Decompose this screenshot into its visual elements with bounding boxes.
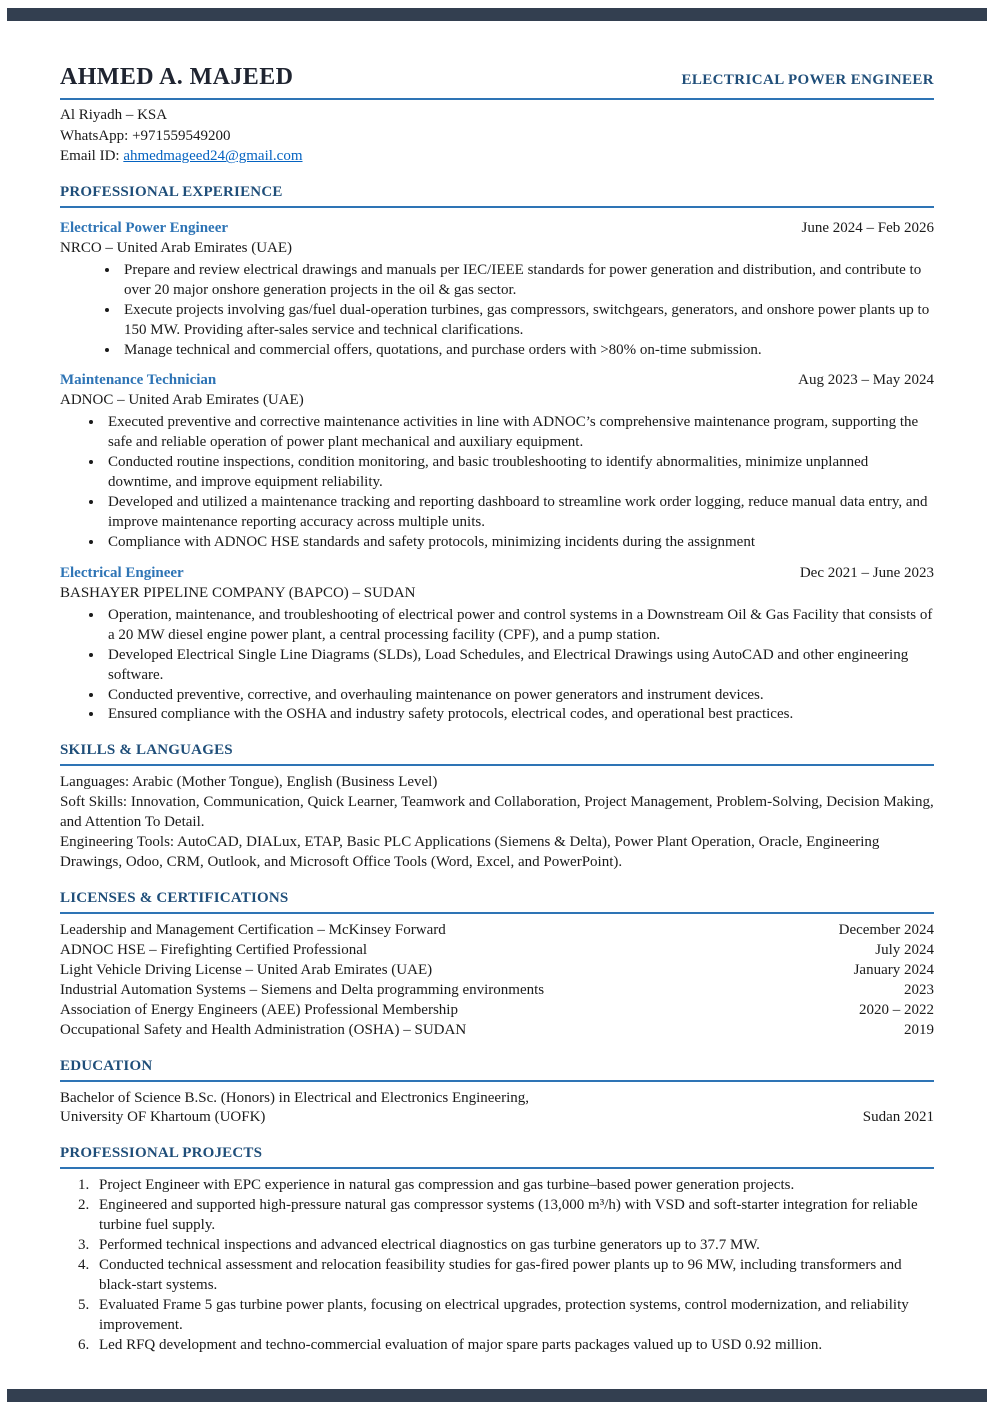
job-bullet: • Manage technical and commercial offers, quotations, and purchase orders with >80% on-time submission.: [120, 341, 934, 361]
certification-date: 2023: [904, 981, 934, 998]
skills-tools-line: Engineering Tools: AutoCAD, DIALux, ETAP, Basic PLC Applications (Siemens & Delta), Power Plant Operation, Oracle, Engineering Drawings, Odoo, CRM, Outlook, and Microsoft Office Tools (Word, Excel, and PowerPoint).: [60, 834, 880, 871]
job-title: Maintenance Technician: [60, 372, 217, 389]
job-bullet: • Operation, maintenance, and troubleshooting of electrical power and control systems in a Downstream Oil & Gas Facility that consists of a 20 MW diesel engine power plant, a central processing facility (CPF), and a pump station.: [104, 606, 934, 646]
email-line: [60, 146, 934, 167]
education-row: [60, 1108, 934, 1128]
job-bullet: • Execute projects involving gas/fuel dual-operation turbines, gas compressors, switchgears, generators, and onshore power plants up to 150 MW. Providing after-sales service and technical clarifications.: [120, 301, 934, 341]
job-title: Electrical Power Engineer: [60, 219, 229, 236]
section-heading-skills: SKILLS & LANGUAGES: [60, 741, 934, 766]
skills-block: [60, 773, 934, 873]
certification-row: [60, 941, 934, 961]
location-line: Al Riyadh – KSA: [60, 106, 168, 123]
email-label: Email ID:: [60, 148, 124, 165]
certification-name: Light Vehicle Driving License – United Arab Emirates (UAE): [60, 961, 433, 978]
certification-row: [60, 1021, 934, 1041]
job-bullet: • Executed preventive and corrective maintenance activities in line with ADNOC’s comprehensive maintenance program, supporting the safe and reliable operation of power plant mechanical and auxiliary equipment.: [104, 413, 934, 453]
job-bullet-list: [60, 413, 934, 553]
top-border-bar: [7, 8, 987, 21]
section-heading-certifications: LICENSES & CERTIFICATIONS: [60, 889, 934, 914]
person-name: AHMED A. MAJEED: [60, 64, 294, 90]
skills-languages-line: Languages: Arabic (Mother Tongue), English (Business Level): [60, 774, 438, 791]
name-row: [60, 62, 934, 100]
job-bullet: • Prepare and review electrical drawings and manuals per IEC/IEEE standards for power generation and distribution, and contribute to over 20 major onshore generation projects in the oil & gas sector.: [120, 261, 934, 301]
job-head: [60, 371, 934, 391]
job-company: NRCO – United Arab Emirates (UAE): [60, 239, 293, 256]
education-date: Sudan 2021: [862, 1109, 934, 1126]
email-link[interactable]: ahmedmageed24@gmail.com: [123, 148, 303, 165]
job-bullet: • Conducted preventive, corrective, and overhauling maintenance on power generators and instrument devices.: [104, 686, 934, 706]
education-block: [60, 1089, 934, 1129]
job-bullet: • Developed Electrical Single Line Diagrams (SLDs), Load Schedules, and Electrical Drawings using AutoCAD and other engineering software.: [104, 646, 934, 686]
job-bullet: • Compliance with ADNOC HSE standards and safety protocols, minimizing incidents during the assignment: [104, 533, 934, 553]
certification-row: [60, 1001, 934, 1021]
education-degree-line2: University OF Khartoum (UOFK): [60, 1109, 266, 1126]
job-title: Electrical Engineer: [60, 564, 184, 581]
job-bullet: • Ensured compliance with the OSHA and industry safety protocols, electrical codes, and operational best practices.: [104, 705, 934, 725]
certification-date: December 2024: [838, 921, 934, 938]
bottom-border-bar: [7, 1389, 987, 1402]
project-item: 3. Performed technical inspections and advanced electrical diagnostics on gas turbine generators up to 37.7 MW.: [93, 1236, 934, 1256]
job-company: ADNOC – United Arab Emirates (UAE): [60, 392, 304, 409]
header: [60, 62, 934, 167]
project-item: 6. Led RFQ development and techno-commercial evaluation of major spare parts packages valued up to USD 0.92 million.: [93, 1336, 934, 1356]
certification-date: July 2024: [875, 941, 934, 958]
certification-name: Leadership and Management Certification – McKinsey Forward: [60, 921, 446, 938]
certification-row: [60, 981, 934, 1001]
job-dates: Dec 2021 – June 2023: [799, 564, 934, 581]
education-degree-line1: Bachelor of Science B.Sc. (Honors) in Electrical and Electronics Engineering,: [60, 1089, 529, 1106]
job-head: [60, 564, 934, 584]
projects-list: [60, 1176, 934, 1355]
job-bullet: • Conducted routine inspections, condition monitoring, and basic troubleshooting to identify abnormalities, minimize unplanned downtime, and improve equipment reliability.: [104, 453, 934, 493]
certification-row: [60, 961, 934, 981]
certification-date: January 2024: [853, 961, 934, 978]
section-heading-projects: PROFESSIONAL PROJECTS: [60, 1144, 934, 1169]
skills-soft-line: Soft Skills: Innovation, Communication, Quick Learner, Teamwork and Collaboration, Project Management, Problem-Solving, Decision Making, and Attention To Detail.: [60, 794, 934, 831]
section-heading-experience: PROFESSIONAL EXPERIENCE: [60, 183, 934, 208]
job-bullet-list: [60, 261, 934, 361]
job-dates: June 2024 – Feb 2026: [801, 219, 934, 236]
job-entry: [60, 371, 934, 552]
certification-name: Occupational Safety and Health Administration (OSHA) – SUDAN: [60, 1021, 467, 1038]
certification-name: Association of Energy Engineers (AEE) Professional Membership: [60, 1001, 458, 1018]
job-entry: [60, 219, 934, 361]
certification-date: 2019: [904, 1021, 934, 1038]
whatsapp-line: WhatsApp: +971559549200: [60, 127, 231, 144]
job-dates: Aug 2023 – May 2024: [798, 372, 934, 389]
project-item: 1. Project Engineer with EPC experience in natural gas compression and gas turbine–based power generation projects.: [93, 1176, 934, 1196]
certification-name: Industrial Automation Systems – Siemens and Delta programming environments: [60, 981, 545, 998]
contact-block: [60, 105, 934, 167]
job-entry: [60, 564, 934, 726]
certification-date: 2020 – 2022: [859, 1001, 934, 1018]
project-item: 4. Conducted technical assessment and relocation feasibility studies for gas-fired power plants up to 96 MW, including transformers and black-start systems.: [93, 1256, 934, 1296]
header-job-title: ELECTRICAL POWER ENGINEER: [681, 72, 934, 88]
certifications-list: [60, 921, 934, 1041]
certification-row: [60, 921, 934, 941]
project-item: 5. Evaluated Frame 5 gas turbine power plants, focusing on electrical upgrades, protection systems, control modernization, and reliability improvement.: [93, 1296, 934, 1336]
job-bullet: • Developed and utilized a maintenance tracking and reporting dashboard to streamline work order logging, reduce manual data entry, and improve maintenance reporting accuracy across multiple units.: [104, 493, 934, 533]
job-company: BASHAYER PIPELINE COMPANY (BAPCO) – SUDAN: [60, 584, 416, 601]
job-head: [60, 219, 934, 239]
project-item: 2. Engineered and supported high-pressure natural gas compressor systems (13,000 m³/h) with VSD and soft-starter integration for reliable turbine fuel supply.: [93, 1196, 934, 1236]
certification-name: ADNOC HSE – Firefighting Certified Professional: [60, 941, 368, 958]
section-heading-education: EDUCATION: [60, 1057, 934, 1082]
job-bullet-list: [60, 606, 934, 726]
